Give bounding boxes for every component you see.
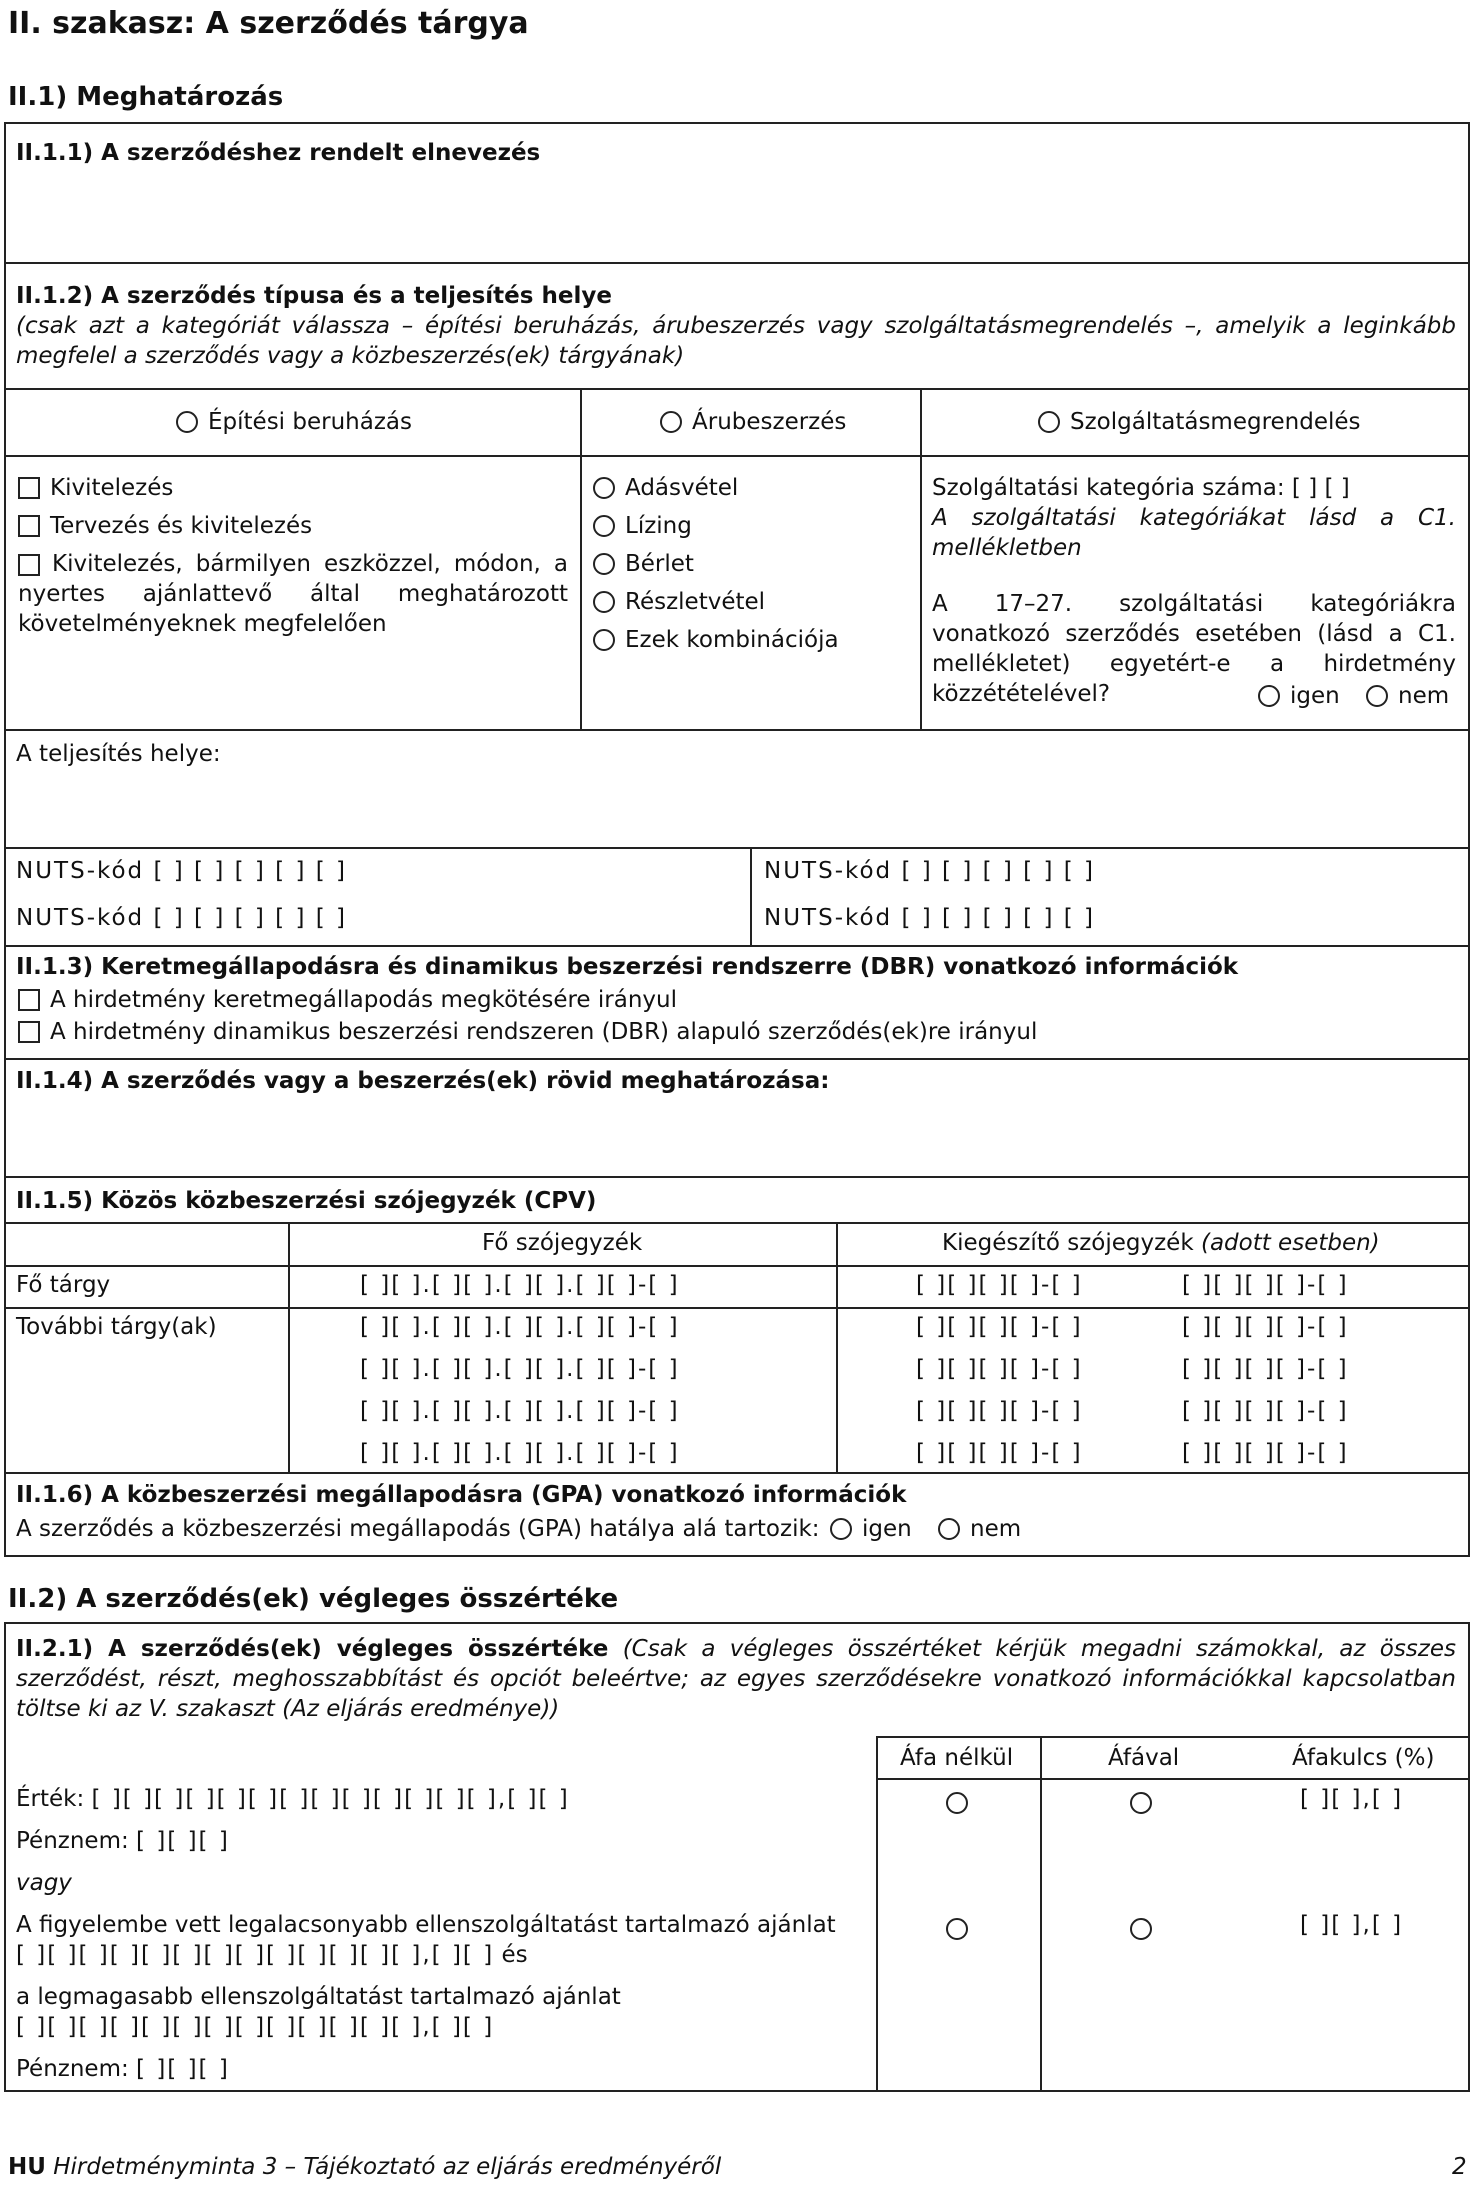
cpv-supp-code[interactable]: [ ][ ][ ][ ]-[ ] — [1182, 1398, 1349, 1424]
col-divider — [288, 1222, 290, 1472]
lowest-code[interactable]: [ ][ ][ ][ ][ ][ ][ ][ ][ ][ ][ ][ ][ ],[ ][ ] — [16, 1942, 495, 1968]
radio[interactable] — [593, 629, 615, 651]
cpv-add-code[interactable]: [ ][ ].[ ][ ].[ ][ ].[ ][ ]-[ ] — [360, 1314, 680, 1340]
footer-text: Hirdetményminta 3 – Tájékoztató az eljárás eredményéről — [53, 2154, 722, 2180]
lowest-text: A figyelembe vett legalacsonyabb ellenszolgáltatást tartalmazó ajánlat — [16, 1912, 836, 1938]
cpv-supp-code[interactable]: [ ][ ][ ][ ]-[ ] — [1182, 1314, 1349, 1340]
s113-option-1[interactable]: A hirdetmény keretmegállapodás megkötésére irányul — [18, 985, 677, 1015]
cpv-add-code[interactable]: [ ][ ].[ ][ ].[ ][ ].[ ][ ]-[ ] — [360, 1440, 680, 1466]
highest-code[interactable]: [ ][ ][ ][ ][ ][ ][ ][ ][ ][ ][ ][ ][ ],[ ][ ] — [16, 2014, 495, 2040]
divider — [4, 1058, 1470, 1060]
radio[interactable] — [593, 591, 615, 613]
cpv-add-code[interactable]: [ ][ ].[ ][ ].[ ][ ].[ ][ ]-[ ] — [360, 1356, 680, 1382]
nuts-code-4[interactable]: NUTS-kód [ ] [ ] [ ] [ ] [ ] — [764, 905, 1096, 931]
cpv-supp-code[interactable]: [ ][ ][ ][ ]-[ ] — [1182, 1272, 1349, 1298]
divider — [876, 1736, 1470, 1738]
cpv-supp-code[interactable]: [ ][ ][ ][ ]-[ ] — [1182, 1440, 1349, 1466]
works-radio[interactable] — [176, 411, 198, 433]
s116-no[interactable]: nem — [938, 1514, 1021, 1544]
works-option-3: Kivitelezés, bármilyen eszközzel, módon, a nyertes ajánlattevő által meghatározott követelményeknek megfelelően — [18, 551, 568, 637]
type-supplies[interactable]: Árubeszerzés — [660, 407, 846, 437]
divider — [4, 1472, 1470, 1474]
supplies-option-2[interactable]: Lízing — [593, 511, 692, 541]
checkbox[interactable] — [18, 477, 40, 499]
vat-rate-code[interactable]: [ ][ ],[ ] — [1300, 1786, 1404, 1812]
divider — [4, 847, 1470, 849]
divider — [4, 729, 1470, 731]
cpv-supp-code[interactable]: [ ][ ][ ][ ]-[ ] — [916, 1272, 1083, 1298]
currency-code[interactable]: [ ][ ][ ] — [136, 1828, 230, 1854]
vat-rate-header: Áfakulcs (%) — [1292, 1745, 1435, 1771]
s116-yes[interactable]: igen — [830, 1514, 912, 1544]
cpv-main-code[interactable]: [ ][ ].[ ][ ].[ ][ ].[ ][ ]-[ ] — [360, 1272, 680, 1298]
services-yes[interactable]: igen — [1258, 681, 1340, 711]
nuts-code-3[interactable]: NUTS-kód [ ] [ ] [ ] [ ] [ ] — [764, 858, 1096, 884]
currency-row-2: Pénznem: [ ][ ][ ] — [16, 2056, 230, 2082]
s113-title: II.1.3) Keretmegállapodásra és dinamikus beszerzési rendszerre (DBR) vonatkozó információk — [16, 954, 1239, 980]
supplies-radio[interactable] — [660, 411, 682, 433]
type-works[interactable]: Építési beruházás — [176, 407, 412, 437]
radio[interactable] — [593, 553, 615, 575]
divider — [4, 262, 1470, 264]
cpv-supp-vocab-header: Kiegészítő szójegyzék (adott esetben) — [942, 1230, 1380, 1256]
currency-code[interactable]: [ ][ ][ ] — [136, 2056, 230, 2082]
cpv-main-object-label: Fő tárgy — [16, 1272, 111, 1298]
works-option-1[interactable]: Kivitelezés — [18, 473, 173, 503]
or-label: vagy — [16, 1870, 72, 1896]
nuts-code-2[interactable]: NUTS-kód [ ] [ ] [ ] [ ] [ ] — [16, 905, 348, 931]
col-divider — [876, 1736, 878, 2092]
s112-note: (csak azt a kategóriát válassza – építési beruházás, árubeszerzés vagy szolgáltatásmegrendelés –, amelyik a leginkább megfelel a szerződés vagy a közbeszerzés(ek) tárgyának) — [16, 313, 1456, 369]
lowest-row: [ ][ ][ ][ ][ ][ ][ ][ ][ ][ ][ ][ ][ ],[ ][ ] és — [16, 1942, 528, 1968]
works-option-2[interactable]: Tervezés és kivitelezés — [18, 511, 312, 541]
radio[interactable] — [593, 515, 615, 537]
radio[interactable] — [1366, 685, 1388, 707]
page-number: 2 — [1452, 2154, 1467, 2180]
value-code[interactable]: [ ][ ][ ][ ][ ][ ][ ][ ][ ][ ][ ][ ][ ],[ ][ ] — [91, 1786, 570, 1812]
s111-title: II.1.1) A szerződéshez rendelt elnevezés — [16, 140, 541, 166]
col-divider — [836, 1222, 838, 1472]
cpv-main-vocab-header: Fő szójegyzék — [482, 1230, 643, 1256]
cpv-additional-objects-label: További tárgy(ak) — [16, 1314, 217, 1340]
supplies-option-5[interactable]: Ezek kombinációja — [593, 625, 839, 655]
footer-lang: HU — [8, 2154, 46, 2180]
section-22-title: II.2) A szerződés(ek) végleges összértéke — [8, 1584, 619, 1614]
col-divider — [1040, 1736, 1042, 2092]
checkbox[interactable] — [18, 515, 40, 537]
divider — [4, 1176, 1470, 1178]
radio[interactable] — [593, 477, 615, 499]
cpv-add-code[interactable]: [ ][ ].[ ][ ].[ ][ ].[ ][ ]-[ ] — [360, 1398, 680, 1424]
cpv-supp-code[interactable]: [ ][ ][ ][ ]-[ ] — [916, 1314, 1083, 1340]
services-category: Szolgáltatási kategória száma: [ ] [ ] — [932, 475, 1350, 501]
checkbox[interactable] — [18, 1021, 40, 1043]
divider — [4, 388, 1470, 390]
s115-title: II.1.5) Közös közbeszerzési szójegyzék (CPV) — [16, 1188, 597, 1214]
vat-incl-radio[interactable] — [1130, 1918, 1152, 1940]
divider — [876, 1778, 1470, 1780]
cpv-supp-code[interactable]: [ ][ ][ ][ ]-[ ] — [916, 1440, 1083, 1466]
radio[interactable] — [830, 1518, 852, 1540]
services-no[interactable]: nem — [1366, 681, 1449, 711]
highest-text: a legmagasabb ellenszolgáltatást tartalmazó ajánlat — [16, 1984, 621, 2010]
divider — [4, 1265, 1470, 1267]
divider — [4, 1222, 1470, 1224]
cpv-supp-code[interactable]: [ ][ ][ ][ ]-[ ] — [1182, 1356, 1349, 1382]
s112-title: II.1.2) A szerződés típusa és a teljesítés helye — [16, 283, 612, 309]
col-divider — [580, 388, 582, 730]
type-services[interactable]: Szolgáltatásmegrendelés — [1038, 407, 1361, 437]
s113-option-2[interactable]: A hirdetmény dinamikus beszerzési rendszeren (DBR) alapuló szerződés(ek)re irányul — [18, 1017, 1037, 1047]
nuts-code-1[interactable]: NUTS-kód [ ] [ ] [ ] [ ] [ ] — [16, 858, 348, 884]
supplies-option-3[interactable]: Bérlet — [593, 549, 694, 579]
supplies-option-1[interactable]: Adásvétel — [593, 473, 738, 503]
footer — [8, 2152, 721, 2182]
vat-incl-radio[interactable] — [1130, 1792, 1152, 1814]
section-21-title: II.1) Meghatározás — [8, 82, 284, 112]
divider — [4, 945, 1470, 947]
currency-row-1: Pénznem: [ ][ ][ ] — [16, 1828, 230, 1854]
col-divider — [920, 388, 922, 730]
divider — [4, 455, 1470, 457]
cpv-supp-code[interactable]: [ ][ ][ ][ ]-[ ] — [916, 1356, 1083, 1382]
services-question: A 17–27. szolgáltatási kategóriákra vonatkozó szerződés esetében (lásd a C1. mellékletet) egyetért-e a hirdetmény közzétételével? — [932, 591, 1456, 707]
section-title: II. szakasz: A szerződés tárgya — [8, 6, 529, 41]
supplies-option-4[interactable]: Részletvétel — [593, 587, 765, 617]
vat-incl-header: Áfával — [1108, 1745, 1180, 1771]
s116-text: A szerződés a közbeszerzési megállapodás (GPA) hatálya alá tartozik: — [16, 1516, 820, 1542]
checkbox[interactable] — [18, 989, 40, 1011]
vat-excl-header: Áfa nélkül — [900, 1745, 1014, 1771]
value-row: Érték: [ ][ ][ ][ ][ ][ ][ ][ ][ ][ ][ ][ ][ ],[ ][ ] — [16, 1786, 570, 1812]
radio[interactable] — [1258, 685, 1280, 707]
divider — [4, 1307, 1470, 1309]
services-radio[interactable] — [1038, 411, 1060, 433]
place-label: A teljesítés helye: — [16, 741, 221, 767]
vat-rate-code[interactable]: [ ][ ],[ ] — [1300, 1912, 1404, 1938]
cpv-supp-code[interactable]: [ ][ ][ ][ ]-[ ] — [916, 1398, 1083, 1424]
s114-title: II.1.4) A szerződés vagy a beszerzés(ek) rövid meghatározása: — [16, 1068, 830, 1094]
vat-excl-radio[interactable] — [946, 1918, 968, 1940]
services-see: A szolgáltatási kategóriákat lásd a C1. mellékletben — [932, 505, 1456, 561]
s221-heading: II.2.1) A szerződés(ek) végleges összértéke (Csak a végleges összértéket kérjük megadni számokkal, az összes szerződést, részt, meghosszabbítást és opciót beleértve; az egyes szerződésekre vonatkozó információkkal kapcsolatban töltse ki az V. szakaszt (Az eljárás eredménye)) — [16, 1636, 1456, 1722]
col-divider — [750, 847, 752, 945]
vat-excl-radio[interactable] — [946, 1792, 968, 1814]
radio[interactable] — [938, 1518, 960, 1540]
s116-title: II.1.6) A közbeszerzési megállapodásra (GPA) vonatkozó információk — [16, 1482, 907, 1508]
